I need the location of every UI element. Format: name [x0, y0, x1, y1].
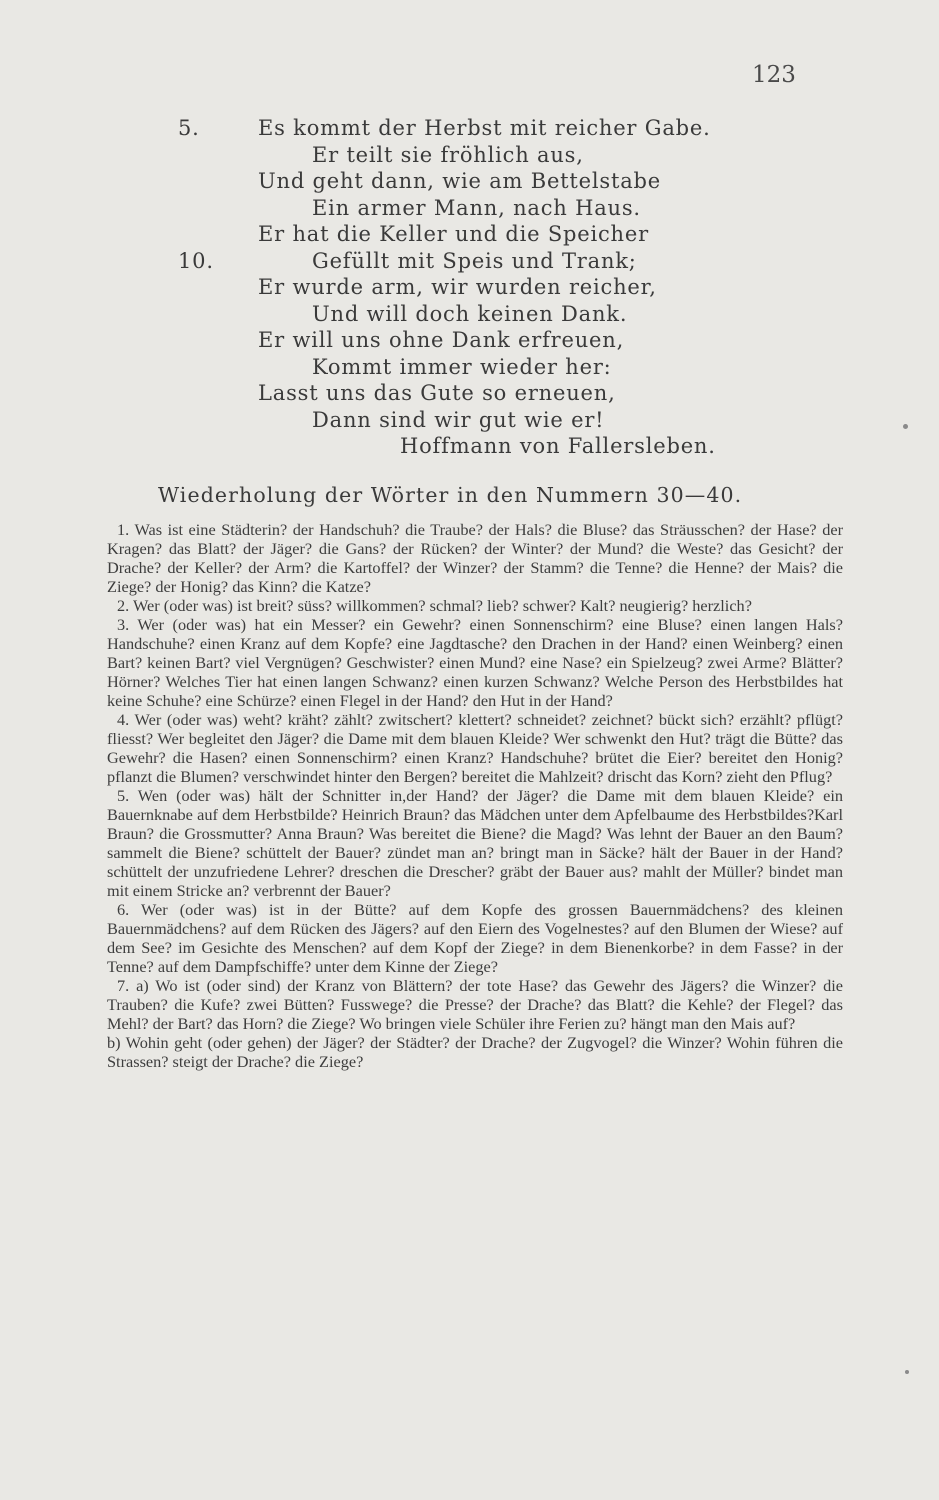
poem-line-text: Es kommt der Herbst mit reicher Gabe.: [258, 116, 711, 140]
poem-line: [0, 195, 939, 222]
page-number: 123: [752, 62, 796, 88]
scan-speck: [905, 1370, 909, 1374]
poem-line-text: Er wurde arm, wir wurden reicher,: [258, 275, 657, 299]
poem-line-text: Dann sind wir gut wie er!: [312, 407, 605, 432]
poem-line: [0, 354, 939, 381]
poem-line: [0, 274, 939, 301]
exercise-paragraph: 2. Wer (oder was) ist breit? süss? willkommen? schmal? lieb? schwer? Kalt? neugierig? herzlich?: [117, 596, 752, 616]
poem-line: [0, 301, 939, 328]
exercise-list: [107, 520, 843, 1071]
exercise-paragraph: 6. Wer (oder was) ist in der Bütte? auf dem Kopfe des grossen Bauernmädchens? des kleinen Bauernmädchens? auf dem Rücken des Jägers? auf den Eiern des Vogelnestes? auf den Blumen der Wiese? auf dem See? im Gesichte des Menschen? auf dem Kopf der Ziege? in dem Bienenkorbe? in dem Fasse? in der Tenne? auf dem Dampfschiffe? unter dem Kinne der Ziege?: [107, 900, 843, 977]
line-number: 10.: [178, 248, 214, 273]
scan-speck: [903, 424, 908, 429]
poem-line-text: Lasst uns das Gute so erneuen,: [258, 381, 616, 405]
exercise-paragraph: b) Wohin geht (oder gehen) der Jäger? der Städter? der Drache? der Zugvogel? die Winzer? Wohin führen die Strassen? steigt der Drache? die Ziege?: [107, 1033, 843, 1072]
poem-line: [0, 168, 939, 195]
poem-author: [0, 433, 939, 460]
poem-line-text: Und will doch keinen Dank.: [312, 301, 628, 326]
poem-line: [0, 380, 939, 407]
poem-line-text: Und geht dann, wie am Bettelstabe: [258, 169, 662, 193]
poem-line-text: Ein armer Mann, nach Haus.: [312, 195, 641, 220]
exercise-paragraph: 4. Wer (oder was) weht? kräht? zählt? zwitschert? klettert? schneidet? zeichnet? bückt sich? erzählt? pflügt? fliesst? Wer begleitet den Jäger? die Dame mit dem blauen Kleide? Wer schwenkt den Hut? trägt die Bütte? das Gewehr? die Hasen? einen Sonnenschirm? einen Kranz? Handschuhe? brütet die Eier? bereitet den Honig? pflanzt die Blumen? verschwindet hinter den Bergen? bereitet die Mahlzeit? drischt das Korn? zieht den Pflug?: [107, 710, 843, 787]
poem-line: [0, 115, 939, 142]
poem-line-text: Er will uns ohne Dank erfreuen,: [258, 328, 625, 352]
poem-line: [0, 327, 939, 354]
poem-line: [0, 221, 939, 248]
exercise-paragraph: 5. Wen (oder was) hält der Schnitter in,der Hand? der Jäger? die Dame mit dem blauen Kleide? ein Bauernknabe auf dem Herbstbilde? Heinrich Braun? das Mädchen unter dem Apfelbaume des Herbstbildes?Karl Braun? die Grossmutter? Anna Braun? Was bereitet die Biene? die Magd? Was lehnt der Bauer an den Baum? sammelt die Biene? schüttelt der Bauer? zündet man an? bringt man in Säcke? hält der Bauer in der Hand? schüttelt der unzufriedene Lehrer? dreschen die Drescher? gräbt der Bauer aus? mahlt der Müller? bindet man mit einem Stricke an? verbrennt der Bauer?: [107, 786, 843, 901]
section-heading: Wiederholung der Wörter in den Nummern 30—40.: [158, 483, 743, 507]
poem-author-text: Hoffmann von Fallersleben.: [400, 434, 716, 458]
poem-line-text: Gefüllt mit Speis und Trank;: [312, 248, 637, 273]
poem-line: [0, 248, 939, 275]
line-number: 5.: [178, 116, 200, 140]
poem: [0, 115, 939, 460]
poem-line: [0, 142, 939, 169]
poem-line-text: Kommt immer wieder her:: [312, 354, 612, 379]
exercise-paragraph: 3. Wer (oder was) hat ein Messer? ein Gewehr? einen Sonnenschirm? eine Bluse? einen langen Hals? Handschuhe? einen Kranz auf dem Kopfe? eine Jagdtasche? den Drachen in der Hand? einen Weinberg? einen Bart? keinen Bart? viel Vergnügen? Geschwister? einen Mund? eine Nase? ein Spielzeug? zwei Arme? Blätter? Hörner? Welches Tier hat einen langen Schwanz? einen kurzen Schwanz? Welche Person des Herbstbildes hat keine Schuhe? eine Schürze? einen Flegel in der Hand? den Hut in der Hand?: [107, 615, 843, 711]
exercise-paragraph: 7. a) Wo ist (oder sind) der Kranz von Blättern? der tote Hase? das Gewehr des Jägers? die Winzer? die Trauben? die Kufe? zwei Bütten? Fusswege? die Presse? der Drache? das Blatt? die Kehle? der Flegel? das Mehl? der Bart? das Horn? die Ziege? Wo bringen viele Schüler ihre Ferien zu? hängt man den Mais auf?: [107, 976, 843, 1034]
exercise-paragraph: 1. Was ist eine Städterin? der Handschuh? die Traube? der Hals? die Bluse? das Sträusschen? der Hase? der Kragen? das Blatt? der Jäger? die Gans? der Rücken? der Winter? der Mund? die Weste? das Gesicht? der Drache? der Keller? der Arm? die Kartoffel? der Winzer? der Stamm? die Tenne? die Henne? der Mais? die Ziege? der Honig? das Kinn? die Katze?: [107, 520, 843, 597]
poem-line-text: Er teilt sie fröhlich aus,: [312, 142, 584, 167]
poem-line: [0, 407, 939, 434]
poem-line-text: Er hat die Keller und die Speicher: [258, 222, 649, 246]
